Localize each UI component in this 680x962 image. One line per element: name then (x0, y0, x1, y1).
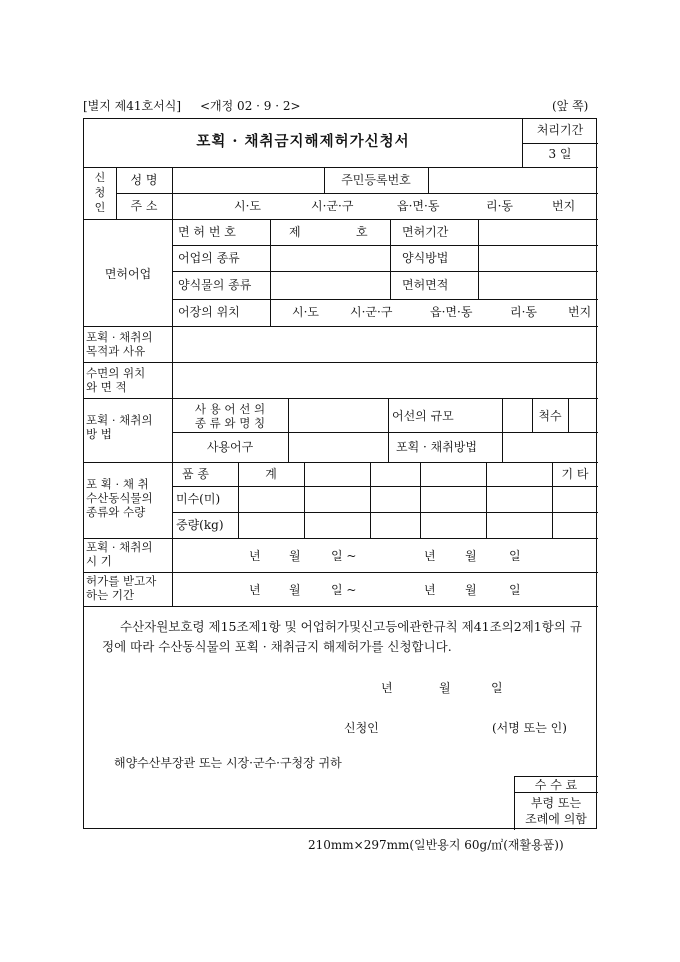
license-no-label: 면 허 번 호 (178, 225, 236, 239)
location-label: 어장의 위치 (178, 305, 240, 319)
date-year: 년 (381, 681, 393, 695)
vessel-count-field[interactable] (569, 399, 597, 431)
address-unit: 리·동 (486, 199, 513, 213)
catch-weight-label: 중량(kg) (176, 518, 224, 532)
date-unit: 일 ~ (331, 549, 357, 563)
vessel-size-field[interactable] (503, 399, 531, 431)
license-period-label: 면허기간 (402, 225, 449, 239)
date-unit: 년 (424, 583, 436, 597)
fee-line1: 부령 또는 (530, 796, 582, 810)
application-statement: 수산자원보호령 제15조제1항 및 어업허가및신고등에관한규칙 제41조의2제1항의 규정에 따라 수산동식물의 포획 · 채취금지 해제허가를 신청합니다. (102, 619, 582, 654)
applicant-sign-label: 신청인 (344, 721, 379, 735)
water-field[interactable] (173, 363, 597, 397)
name-field[interactable] (173, 168, 323, 192)
date-unit: 월 (465, 583, 477, 597)
vessel-label: 사 용 어 선 의 종 류 와 명 칭 (194, 402, 266, 430)
culture-method-field[interactable] (479, 246, 597, 270)
vessel-field[interactable] (289, 399, 387, 431)
address-unit: 시·도 (234, 199, 261, 213)
processing-value: 3 일 (548, 147, 572, 161)
date-unit: 일 (509, 549, 521, 563)
catch-tail-label: 미수(미) (176, 492, 221, 506)
rrn-label: 주민등록번호 (341, 173, 411, 187)
catch-method-field[interactable] (503, 433, 597, 461)
address-label: 주 소 (130, 199, 158, 213)
name-label: 성 명 (130, 173, 158, 187)
catch-species-label: 품 종 (182, 467, 209, 481)
vessel-size-label: 어선의 규모 (392, 409, 454, 423)
date-unit: 월 (289, 549, 301, 563)
permit-period-label: 허가를 받고자 하는 기간 (86, 574, 157, 602)
processing-label: 처리기간 (536, 123, 584, 137)
date-unit: 월 (465, 549, 477, 563)
rrn-field[interactable] (429, 168, 597, 192)
address-unit: 읍·면·동 (397, 199, 440, 213)
license-no-ho: 호 (356, 225, 368, 239)
location-unit: 시·군·구 (350, 305, 393, 319)
water-label: 수면의 위치 와 면 적 (86, 366, 146, 394)
timing-label: 포획 · 채취의 시 기 (86, 540, 153, 568)
species-label: 양식물의 종류 (178, 278, 252, 292)
date-unit: 년 (249, 549, 261, 563)
fishery-type-label: 어업의 종류 (178, 251, 240, 265)
license-area-label: 면허면적 (402, 278, 449, 292)
location-unit: 읍·면·동 (430, 305, 473, 319)
location-unit: 번지 (568, 305, 592, 319)
address-unit: 번지 (552, 199, 576, 213)
date-unit: 년 (424, 549, 436, 563)
vessel-count-label: 척수 (538, 409, 562, 423)
form-number: [별지 제41호서식] (83, 99, 181, 113)
catch-label: 포 획 · 채 취 수산동식물의 종류와 수량 (86, 477, 153, 519)
date-day: 일 (491, 681, 503, 695)
license-period-field[interactable] (479, 220, 597, 244)
applicant-label: 신 청 인 (94, 171, 106, 214)
catch-method-label: 포획 · 채취방법 (396, 440, 477, 454)
sign-or-seal-label: (서명 또는 인) (492, 721, 567, 735)
species-field[interactable] (271, 272, 389, 298)
location-unit: 시·도 (292, 305, 319, 319)
address-unit: 시·군·구 (311, 199, 354, 213)
gear-label: 사용어구 (206, 440, 254, 454)
permit-period-field[interactable] (173, 573, 597, 605)
date-unit: 일 (509, 583, 521, 597)
method-label: 포획 · 채취의 방 법 (86, 413, 153, 441)
catch-other-label: 기 타 (561, 467, 589, 481)
purpose-label: 포획 · 채취의 목적과 사유 (86, 330, 153, 358)
timing-field[interactable] (173, 539, 597, 571)
fee-line2: 조례에 의함 (525, 812, 587, 826)
fee-label: 수 수 료 (534, 778, 578, 792)
form-title: 포획 · 채취금지해제허가신청서 (196, 133, 410, 150)
date-unit: 일 ~ (331, 583, 357, 597)
date-unit: 월 (289, 583, 301, 597)
revision-note: <개정 02 · 9 · 2> (200, 99, 301, 113)
location-unit: 리·동 (510, 305, 537, 319)
license-area-field[interactable] (479, 272, 597, 298)
date-month: 월 (439, 681, 451, 695)
paper-spec: 210mm×297mm(일반용지 60g/㎡(재활용품)) (308, 838, 564, 852)
signature-field[interactable] (384, 715, 484, 739)
license-group-label: 면허어업 (104, 267, 152, 281)
addressee: 해양수산부장관 또는 시장·군수·구청장 귀하 (114, 756, 342, 770)
purpose-field[interactable] (173, 327, 597, 361)
license-no-field[interactable] (271, 220, 389, 244)
date-unit: 년 (249, 583, 261, 597)
license-no-je: 제 (289, 225, 301, 239)
catch-quantity-grid[interactable] (239, 487, 597, 537)
application-form (83, 118, 597, 829)
fishery-type-field[interactable] (271, 246, 389, 270)
catch-total-label: 계 (265, 467, 277, 481)
page-side: (앞 쪽) (552, 99, 589, 113)
culture-method-label: 양식방법 (402, 251, 449, 265)
gear-field[interactable] (289, 433, 387, 461)
